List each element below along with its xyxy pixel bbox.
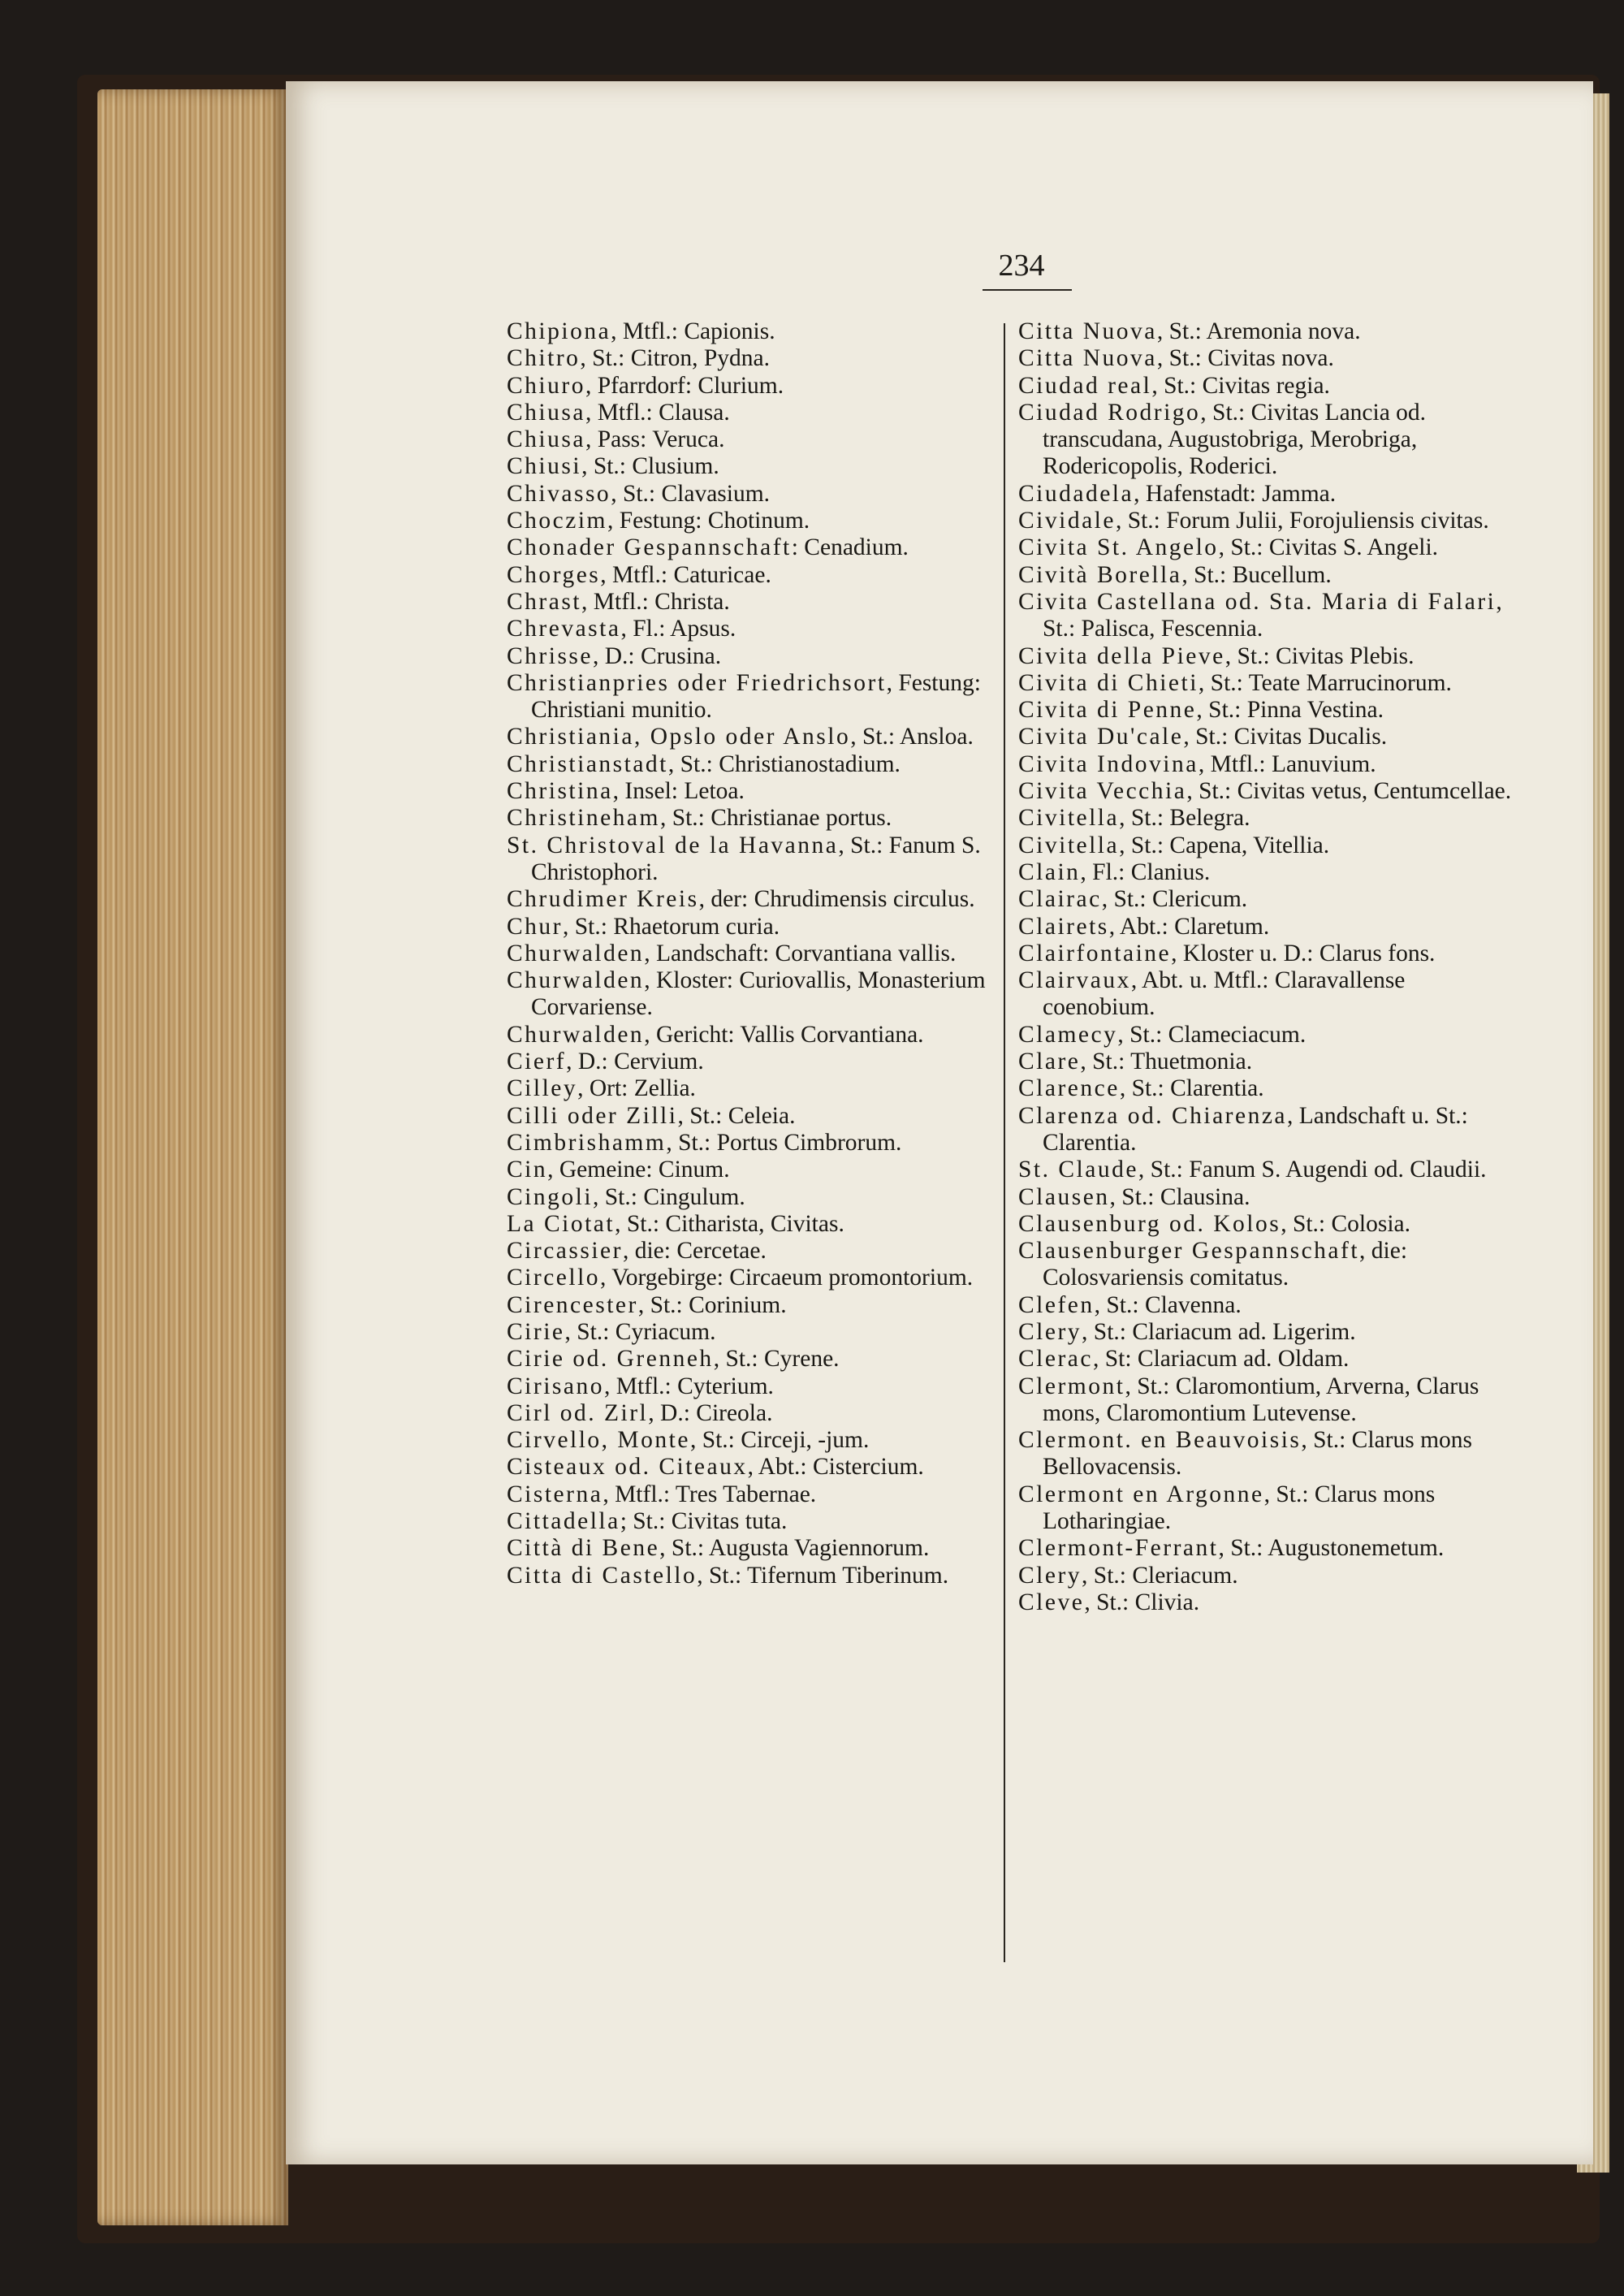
gazetteer-entry: [507, 1130, 1004, 1157]
entry-latin-name: , die: Colosvariensis comitatus.: [1043, 1238, 1408, 1291]
entry-place-name: Cierf: [507, 1049, 567, 1075]
entry-place-name: Chur: [507, 913, 563, 940]
entry-place-name: Civita Castellana od. Sta. Maria di Falari: [1018, 588, 1497, 615]
gazetteer-entry: [1018, 318, 1515, 345]
entry-latin-name: : Cenadium.: [791, 534, 909, 561]
column-divider: [1004, 323, 1005, 1962]
entry-latin-name: , St.: Christianae portus.: [659, 805, 892, 832]
entry-place-name: Choczim: [507, 508, 608, 534]
gazetteer-entry: [1018, 832, 1515, 859]
page-number: 234: [998, 249, 1045, 283]
gazetteer-entry: [1018, 724, 1515, 750]
entry-latin-name: , Abt.: Claretum.: [1108, 913, 1270, 940]
entry-place-name: Citta Nuova: [1018, 318, 1157, 344]
entry-latin-name: , St.: Civitas Plebis.: [1224, 642, 1415, 669]
page-number-rule: [983, 289, 1072, 291]
entry-place-name: Christianstadt: [507, 750, 668, 777]
entry-latin-name: , Landschaft u. St.: Clarentia.: [1043, 1102, 1468, 1156]
gazetteer-entry: [1018, 1157, 1515, 1183]
gazetteer-entry: [1018, 1211, 1515, 1238]
entry-latin-name: , Hafenstadt: Jamma.: [1134, 480, 1337, 507]
entry-latin-name: , St.: Portus Cimbrorum.: [666, 1129, 902, 1156]
gazetteer-entry: [1018, 967, 1515, 1022]
entry-place-name: Cirie: [507, 1318, 565, 1345]
gazetteer-entry: [1018, 481, 1515, 508]
entry-latin-name: , St.: Claromontium, Arverna, Clarus mons, Claromontium Lutevense.: [1043, 1373, 1479, 1426]
entry-place-name: Cittadella: [507, 1508, 620, 1535]
entry-place-name: Clermont: [1018, 1373, 1125, 1399]
entry-place-name: Cisteaux od. Citeaux: [507, 1454, 748, 1481]
entry-place-name: Clefen: [1018, 1291, 1095, 1318]
entry-place-name: Cirisano: [507, 1373, 604, 1399]
entry-place-name: Ciudad Rodrigo: [1018, 399, 1201, 426]
entry-latin-name: , St.: Celeia.: [677, 1102, 796, 1129]
entry-latin-name: , St.: Forum Julii, Forojuliensis civitas.: [1115, 508, 1489, 534]
entry-latin-name: , Gericht: Vallis Corvantiana.: [644, 1021, 924, 1048]
gazetteer-entry: [1018, 1427, 1515, 1481]
gazetteer-entry: [507, 1346, 1004, 1373]
entry-latin-name: , Festung: Christiani munitio.: [531, 669, 981, 724]
entry-latin-name: , Mtfl.: Capionis.: [611, 318, 775, 344]
gazetteer-entry: [507, 724, 1004, 750]
entry-latin-name: , St.: Citharista, Civitas.: [615, 1210, 844, 1237]
entry-place-name: Clairfontaine: [1018, 940, 1172, 966]
gazetteer-entry: [507, 426, 1004, 453]
entry-latin-name: , Mtfl.: Christa.: [581, 588, 730, 615]
entry-place-name: Chiusa: [507, 426, 585, 453]
gazetteer-entry: [1018, 1184, 1515, 1211]
entry-latin-name: , St.: Cyrene.: [713, 1346, 840, 1373]
gazetteer-entry: [1018, 643, 1515, 670]
entry-place-name: Circello: [507, 1265, 601, 1291]
entry-place-name: St. Christoval de la Havanna: [507, 832, 839, 858]
entry-place-name: Civita St. Angelo: [1018, 534, 1219, 561]
entry-place-name: Christianpries oder Friedrichsort: [507, 669, 887, 696]
entry-place-name: Clausenburger Gespannschaft: [1018, 1238, 1360, 1265]
entry-place-name: Civitella: [1018, 805, 1120, 832]
gazetteer-entry: [1018, 589, 1515, 643]
gazetteer-entry: [507, 805, 1004, 832]
entry-place-name: Chrisse: [507, 642, 593, 669]
entry-latin-name: , Fl.: Clanius.: [1080, 858, 1211, 885]
entry-place-name: Clerac: [1018, 1346, 1093, 1373]
gazetteer-entry: [1018, 1049, 1515, 1075]
gazetteer-entry: [507, 1103, 1004, 1130]
entry-place-name: Cingoli: [507, 1183, 594, 1210]
entry-place-name: Civita Indovina: [1018, 750, 1199, 777]
gazetteer-entry: [507, 1319, 1004, 1346]
entry-place-name: Civita di Chieti: [1018, 669, 1199, 696]
gazetteer-entry: [1018, 1319, 1515, 1346]
gazetteer-entry: [1018, 508, 1515, 534]
entry-latin-name: , St.: Christianostadium.: [667, 750, 901, 777]
gazetteer-entry: [507, 1184, 1004, 1211]
entry-place-name: Clarenza od. Chiarenza: [1018, 1102, 1288, 1129]
entry-latin-name: , St.: Cyriacum.: [564, 1318, 716, 1345]
entry-latin-name: , der: Chrudimensis circulus.: [698, 886, 975, 913]
gazetteer-entry: [507, 373, 1004, 400]
entry-place-name: Cimbrishamm: [507, 1129, 667, 1156]
gazetteer-entry: [507, 914, 1004, 940]
entry-latin-name: , St.: Rhaetorum curia.: [563, 913, 780, 940]
entry-latin-name: , St.: Civitas regia.: [1151, 372, 1330, 399]
entry-place-name: Cividale: [1018, 508, 1116, 534]
gazetteer-entry: [507, 318, 1004, 345]
entry-latin-name: , Mtfl.: Lanuvium.: [1198, 750, 1376, 777]
entry-latin-name: , St.: Thuetmonia.: [1080, 1049, 1253, 1075]
gazetteer-entry: [1018, 697, 1515, 724]
entry-place-name: Chitro: [507, 345, 581, 372]
entry-place-name: Clamecy: [1018, 1021, 1118, 1048]
gazetteer-entry: [507, 1157, 1004, 1183]
entry-place-name: Clare: [1018, 1049, 1081, 1075]
gazetteer-entry: [1018, 1075, 1515, 1102]
gazetteer-entry: [1018, 886, 1515, 913]
entry-latin-name: , St.: Bucellum.: [1181, 561, 1332, 588]
gazetteer-entry: [507, 534, 1004, 561]
entry-latin-name: , St.: Clariacum ad. Ligerim.: [1082, 1318, 1356, 1345]
gazetteer-entry: [1018, 859, 1515, 886]
entry-latin-name: , Fl.: Apsus.: [620, 616, 736, 642]
gazetteer-entry: [507, 562, 1004, 589]
entry-place-name: Chonader Gespannschaft: [507, 534, 792, 561]
entry-latin-name: , St.: Clausina.: [1109, 1183, 1250, 1210]
entry-latin-name: , Landschaft: Corvantiana vallis.: [644, 940, 957, 966]
gazetteer-entry: [507, 1211, 1004, 1238]
entry-place-name: Clausen: [1018, 1183, 1110, 1210]
entry-place-name: Clery: [1018, 1318, 1082, 1345]
gazetteer-entry: [507, 778, 1004, 805]
gazetteer-entry: [1018, 1589, 1515, 1616]
gazetteer-entry: [507, 1508, 1004, 1535]
gazetteer-entry: [1018, 778, 1515, 805]
entry-latin-name: , St.: Tifernum Tiberinum.: [697, 1562, 949, 1589]
gazetteer-entry: [507, 1400, 1004, 1427]
entry-latin-name: , St.: Augustonemetum.: [1218, 1535, 1445, 1562]
gazetteer-entry: [1018, 373, 1515, 400]
entry-place-name: Chrevasta: [507, 616, 621, 642]
entry-place-name: Cirl od. Zirl: [507, 1399, 649, 1426]
entry-place-name: Chiusa: [507, 399, 585, 426]
entry-latin-name: , Gemeine: Cinum.: [547, 1157, 730, 1183]
entry-place-name: Civita di Penne: [1018, 697, 1197, 724]
entry-latin-name: , St: Clariacum ad. Oldam.: [1092, 1346, 1350, 1373]
gazetteer-entry: [1018, 1292, 1515, 1319]
entry-latin-name: , St.: Clavenna.: [1094, 1291, 1242, 1318]
entry-place-name: Cirie od. Grenneh: [507, 1346, 714, 1373]
entry-place-name: Città di Bene: [507, 1535, 660, 1562]
entry-place-name: Chiuro: [507, 372, 585, 399]
entry-latin-name: , St.: Clarus mons Lotharingiae.: [1043, 1481, 1436, 1535]
gazetteer-entry: [1018, 1373, 1515, 1428]
entry-latin-name: , St.: Belegra.: [1119, 805, 1250, 832]
entry-place-name: Churwalden: [507, 1021, 645, 1048]
entry-place-name: Chorges: [507, 561, 601, 588]
gazetteer-entry: [507, 832, 1004, 887]
entry-place-name: Christineham: [507, 805, 660, 832]
entry-latin-name: , Abt. u. Mtfl.: Claravallense coenobium.: [1043, 967, 1406, 1021]
entry-latin-name: , St.: Palisca, Fescennia.: [1043, 588, 1502, 642]
gazetteer-entry: [1018, 670, 1515, 697]
gazetteer-entry: [1018, 534, 1515, 561]
gazetteer-entry: [1018, 345, 1515, 372]
gazetteer-entry: [1018, 914, 1515, 940]
right-column: [1018, 318, 1515, 1616]
entry-latin-name: , Pfarrdorf: Clurium.: [585, 372, 784, 399]
entry-latin-name: ; St.: Civitas tuta.: [620, 1508, 788, 1535]
gazetteer-entry: [1018, 1563, 1515, 1589]
entry-latin-name: , St.: Clericum.: [1101, 886, 1248, 913]
entry-place-name: Clairac: [1018, 886, 1102, 913]
gazetteer-entry: [507, 400, 1004, 426]
gazetteer-entry: [507, 1563, 1004, 1589]
entry-latin-name: , Kloster: Curiovallis, Monasterium Corvariense.: [531, 967, 986, 1021]
gazetteer-entry: [507, 967, 1004, 1022]
entry-latin-name: , St.: Capena, Vitellia.: [1119, 832, 1330, 858]
entry-place-name: Ciudadela: [1018, 480, 1134, 507]
entry-latin-name: , St.: Civitas Ducalis.: [1183, 724, 1388, 750]
entry-latin-name: , St.: Circeji, -jum.: [689, 1427, 870, 1454]
entry-place-name: Clermont. en Beauvoisis: [1018, 1427, 1302, 1454]
gazetteer-entry: [507, 886, 1004, 913]
entry-place-name: Christina: [507, 778, 613, 805]
gazetteer-entry: [507, 589, 1004, 616]
entry-latin-name: , St.: Fanum S. Augendi od. Claudii.: [1138, 1157, 1487, 1183]
entry-place-name: Christiania, Opslo oder Anslo: [507, 724, 851, 750]
entry-latin-name: , St.: Clarentia.: [1119, 1075, 1264, 1102]
entry-place-name: Chrudimer Kreis: [507, 886, 699, 913]
entry-place-name: Chivasso: [507, 480, 611, 507]
entry-place-name: Circassier: [507, 1238, 623, 1265]
entry-latin-name: , Mtfl.: Clausa.: [585, 399, 730, 426]
entry-place-name: Clain: [1018, 858, 1081, 885]
entry-latin-name: , Insel: Letoa.: [612, 778, 745, 805]
gazetteer-entry: [507, 1454, 1004, 1481]
entry-latin-name: , Pass: Veruca.: [585, 426, 725, 453]
gazetteer-entry: [507, 1373, 1004, 1400]
entry-latin-name: , St.: Aremonia nova.: [1156, 318, 1361, 344]
entry-latin-name: , Mtfl.: Tres Tabernae.: [603, 1481, 817, 1507]
gazetteer-entry: [1018, 562, 1515, 589]
entry-latin-name: , Kloster u. D.: Clarus fons.: [1171, 940, 1436, 966]
entry-latin-name: , St.: Cleriacum.: [1082, 1562, 1238, 1589]
gazetteer-entry: [507, 1427, 1004, 1454]
gazetteer-entry: [1018, 805, 1515, 832]
entry-place-name: Clairvaux: [1018, 967, 1131, 994]
entry-latin-name: , St.: Clusium.: [581, 453, 719, 480]
entry-latin-name: , St.: Cingulum.: [593, 1183, 745, 1210]
entry-place-name: La Ciotat: [507, 1210, 615, 1237]
gazetteer-entry: [507, 1049, 1004, 1075]
gazetteer-entry: [1018, 400, 1515, 481]
gazetteer-entry: [507, 940, 1004, 967]
entry-latin-name: , D.: Cervium.: [566, 1049, 704, 1075]
gazetteer-entry: [507, 1535, 1004, 1562]
entry-latin-name: , St.: Corinium.: [637, 1291, 787, 1318]
entry-latin-name: , D.: Crusina.: [593, 642, 722, 669]
entry-place-name: Civita della Pieve: [1018, 642, 1225, 669]
gazetteer-entry: [1018, 1103, 1515, 1157]
gazetteer-entry: [507, 481, 1004, 508]
entry-place-name: Churwalden: [507, 967, 645, 994]
entry-latin-name: , St.: Clivia.: [1084, 1589, 1200, 1615]
entry-latin-name: , Festung: Chotinum.: [607, 508, 810, 534]
entry-place-name: Clausenburg od. Kolos: [1018, 1210, 1281, 1237]
entry-place-name: Cilli oder Zilli: [507, 1102, 678, 1129]
entry-latin-name: , die: Cercetae.: [622, 1238, 767, 1265]
gazetteer-entry: [1018, 1238, 1515, 1292]
gazetteer-entry: [1018, 751, 1515, 778]
gazetteer-entry: [1018, 1535, 1515, 1562]
entry-latin-name: , St.: Colosia.: [1281, 1210, 1411, 1237]
entry-place-name: Cin: [507, 1157, 548, 1183]
entry-place-name: Clermont-Ferrant: [1018, 1535, 1219, 1562]
entry-place-name: Civitella: [1018, 832, 1120, 858]
entry-place-name: Cività Borella: [1018, 561, 1182, 588]
entry-latin-name: , Ort: Zellia.: [577, 1075, 696, 1102]
entry-latin-name: , St.: Ansloa.: [850, 724, 974, 750]
entry-latin-name: , Vorgebirge: Circaeum promontorium.: [600, 1265, 974, 1291]
entry-place-name: Cilley: [507, 1075, 578, 1102]
entry-place-name: Cleve: [1018, 1589, 1085, 1615]
gazetteer-entry: [507, 616, 1004, 642]
left-column: [507, 318, 1004, 1589]
entry-latin-name: , Mtfl.: Cyterium.: [603, 1373, 774, 1399]
entry-latin-name: , Abt.: Cistercium.: [747, 1454, 924, 1481]
entry-latin-name: , St.: Clarus mons Bellovacensis.: [1043, 1427, 1472, 1481]
gazetteer-entry: [507, 508, 1004, 534]
gazetteer-entry: [507, 751, 1004, 778]
gazetteer-entry: [507, 1238, 1004, 1265]
entry-place-name: Cirvello, Monte: [507, 1427, 690, 1454]
gazetteer-entry: [1018, 1346, 1515, 1373]
gazetteer-entry: [507, 1265, 1004, 1291]
entry-place-name: Chrast: [507, 588, 582, 615]
gazetteer-entry: [507, 345, 1004, 372]
gazetteer-entry: [507, 1481, 1004, 1508]
entry-place-name: Clermont en Argonne: [1018, 1481, 1264, 1507]
gazetteer-entry: [507, 670, 1004, 724]
entry-latin-name: , St.: Civitas Lancia od. transcudana, Augustobriga, Merobriga, Rodericopolis, Roderici.: [1043, 399, 1427, 480]
gazetteer-entry: [1018, 1022, 1515, 1049]
entry-latin-name: , D.: Cireola.: [648, 1399, 773, 1426]
entry-latin-name: , St.: Augusta Vagiennorum.: [659, 1535, 930, 1562]
entry-latin-name: , St.: Clavasium.: [611, 480, 771, 507]
entry-place-name: Cisterna: [507, 1481, 603, 1507]
entry-place-name: Ciudad real: [1018, 372, 1152, 399]
gazetteer-entry: [507, 1075, 1004, 1102]
entry-place-name: Clairets: [1018, 913, 1109, 940]
gazetteer-entry: [507, 1022, 1004, 1049]
entry-latin-name: , St.: Clameciacum.: [1117, 1021, 1307, 1048]
entry-place-name: Civita Vecchia: [1018, 778, 1187, 805]
gazetteer-entry: [1018, 940, 1515, 967]
entry-latin-name: , St.: Teate Marrucinorum.: [1198, 669, 1452, 696]
entry-latin-name: , St.: Civitas vetus, Centumcellae.: [1186, 778, 1512, 805]
entry-place-name: Clery: [1018, 1562, 1082, 1589]
entry-place-name: Chiusi: [507, 453, 582, 480]
entry-place-name: St. Claude: [1018, 1157, 1138, 1183]
entry-latin-name: , St.: Civitas nova.: [1156, 345, 1334, 372]
entry-place-name: Citta di Castello: [507, 1562, 698, 1589]
entry-place-name: Civita Du'cale: [1018, 724, 1184, 750]
entry-place-name: Churwalden: [507, 940, 645, 966]
gazetteer-entry: [507, 643, 1004, 670]
gazetteer-entry: [507, 453, 1004, 480]
entry-latin-name: , St.: Civitas S. Angeli.: [1218, 534, 1439, 561]
page-edges-left: [97, 89, 288, 2225]
entry-latin-name: , St.: Citron, Pydna.: [580, 345, 770, 372]
entry-latin-name: , Mtfl.: Caturicae.: [600, 561, 771, 588]
gazetteer-entry: [1018, 1481, 1515, 1536]
entry-place-name: Chipiona: [507, 318, 611, 344]
entry-place-name: Citta Nuova: [1018, 345, 1157, 372]
entry-place-name: Cirencester: [507, 1291, 638, 1318]
gazetteer-entry: [507, 1292, 1004, 1319]
entry-latin-name: , St.: Pinna Vestina.: [1196, 697, 1384, 724]
entry-place-name: Clarence: [1018, 1075, 1120, 1102]
entry-latin-name: , St.: Fanum S. Christophori.: [531, 832, 981, 885]
